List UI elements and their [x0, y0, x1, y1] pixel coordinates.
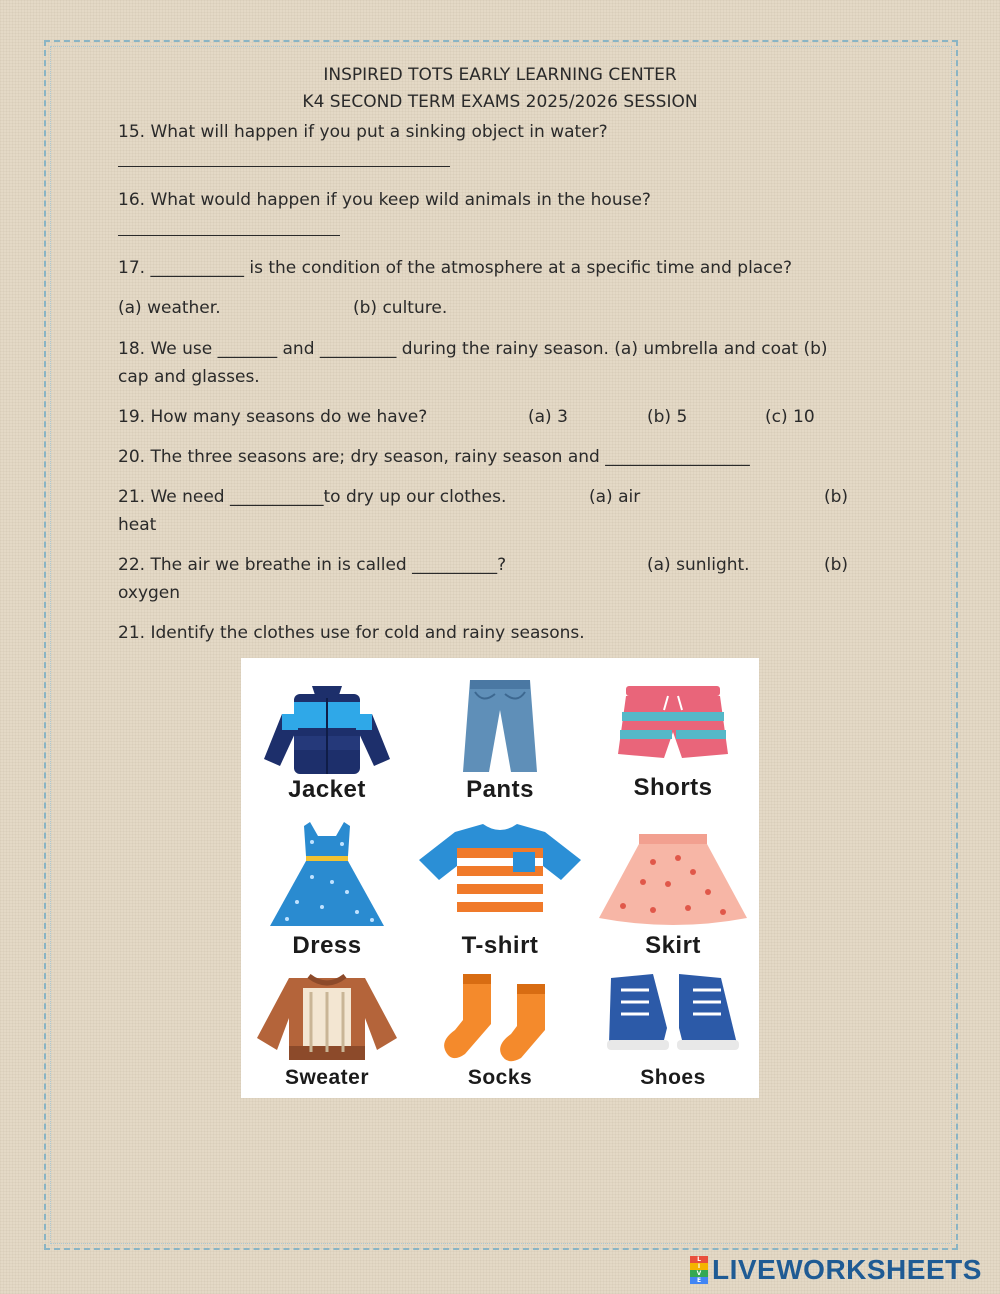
pants-icon	[425, 674, 575, 774]
option-19-b[interactable]: (b) 5	[647, 407, 688, 427]
question-16: 16. What would happen if you keep wild animals in the house?	[118, 190, 651, 210]
label-dress: Dress	[292, 932, 362, 959]
question-19: 19. How many seasons do we have?	[118, 407, 428, 427]
label-shoes: Shoes	[640, 1066, 706, 1089]
clothes-item-jacket[interactable]	[241, 674, 413, 803]
label-pants: Pants	[466, 776, 534, 803]
clothes-item-shoes[interactable]	[587, 968, 759, 1089]
shoes-icon	[593, 968, 753, 1064]
option-22-a[interactable]: (a) sunlight.	[647, 555, 750, 575]
question-23: 21. Identify the clothes use for cold and rainy seasons.	[118, 623, 585, 643]
skirt-icon	[593, 822, 753, 930]
liveworksheets-logo[interactable]	[690, 1254, 982, 1286]
clothes-item-skirt[interactable]	[587, 822, 759, 959]
option-19-a[interactable]: (a) 3	[528, 407, 568, 427]
answer-line-16[interactable]	[118, 235, 340, 236]
label-jacket: Jacket	[288, 776, 366, 803]
clothes-item-tshirt[interactable]	[414, 822, 586, 959]
clothes-item-dress[interactable]	[241, 822, 413, 959]
option-21-b-text[interactable]: heat	[118, 515, 157, 535]
label-skirt: Skirt	[645, 932, 701, 959]
question-21: 21. We need ___________to dry up our clothes.	[118, 487, 507, 507]
school-name: INSPIRED TOTS EARLY LEARNING CENTER	[323, 65, 677, 85]
question-22: 22. The air we breathe in is called __________?	[118, 555, 507, 575]
label-socks: Socks	[467, 1066, 533, 1089]
option-22-b[interactable]: (b)	[824, 555, 849, 575]
clothes-image-panel	[241, 658, 759, 1098]
tshirt-icon	[415, 822, 585, 930]
question-20: 20. The three seasons are; dry season, rainy season and _________________	[118, 447, 750, 467]
worksheet-header	[0, 62, 1000, 116]
liveworksheets-brand: LIVEWORKSHEETS	[712, 1254, 982, 1285]
question-17: 17. ___________ is the condition of the atmosphere at a specific time and place?	[118, 258, 793, 278]
clothes-item-sweater[interactable]	[241, 968, 413, 1089]
liveworksheets-logo-icon: L I V E	[690, 1256, 708, 1284]
dress-icon	[252, 822, 402, 930]
option-19-c[interactable]: (c) 10	[765, 407, 815, 427]
exam-title: K4 SECOND TERM EXAMS 2025/2026 SESSION	[302, 92, 698, 112]
label-shorts: Shorts	[633, 774, 713, 801]
clothes-item-shorts[interactable]	[587, 674, 759, 801]
question-15: 15. What will happen if you put a sinking object in water?	[118, 122, 608, 142]
option-21-a[interactable]: (a) air	[589, 487, 641, 507]
option-21-b[interactable]: (b)	[824, 487, 849, 507]
question-18: 18. We use _______ and _________ during the rainy season. (a) umbrella and coat (b) cap and glasses.	[118, 339, 828, 387]
clothes-item-pants[interactable]	[414, 674, 586, 803]
label-tshirt: T-shirt	[461, 932, 539, 959]
answer-line-15[interactable]	[118, 166, 450, 167]
shorts-icon	[598, 674, 748, 774]
jacket-icon	[252, 674, 402, 774]
option-17-b[interactable]: (b) culture.	[353, 298, 448, 318]
option-22-b-text[interactable]: oxygen	[118, 583, 181, 603]
option-17-a[interactable]: (a) weather.	[118, 298, 221, 318]
sweater-icon	[247, 968, 407, 1064]
socks-icon	[425, 968, 575, 1064]
label-sweater: Sweater	[284, 1066, 370, 1089]
clothes-item-socks[interactable]	[414, 968, 586, 1089]
